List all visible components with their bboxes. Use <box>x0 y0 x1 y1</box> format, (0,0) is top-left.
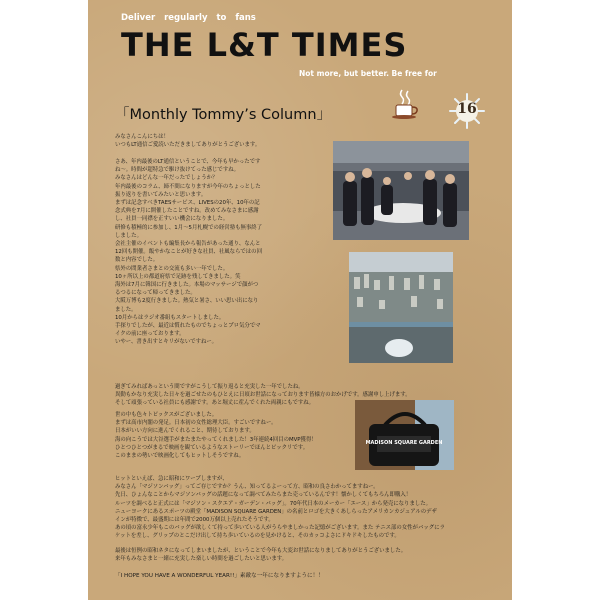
newsletter-page <box>88 0 512 600</box>
closing-paragraph: 最後は恒例の昭和ネタになってしまいましたが、ということで今年も大変お世話になりましてありがとうございました。 来年もみなさまと一緒に充実した楽しい時間を過ごしたいと思います。 <box>115 548 407 563</box>
column-title: 「Monthly Tommy’s Column」 <box>115 107 332 123</box>
header-tagline: Not more, but better. Be free for <box>299 69 437 78</box>
bag-label: MADISON SQUARE GARDEN <box>365 440 443 446</box>
city-photo <box>349 252 453 363</box>
topics-paragraph: 世の中も色々トピックスがございました。 まずは高市内閣の発足。日本初の女性総理大臣。すごいですねー。 日本がいい方向に進んでくれること、期待しております。 海の向こうでは大谷選手がまたまたやってくれました！3年連続4回目のMVP獲得！ ひとつひとつがまるで映画を観ているようなストーリーでほんとビックリです。 このままの勢いで映画化してもヒットしそうですね。 <box>115 412 317 460</box>
header-kicker: Deliver regularly to fans <box>121 13 256 23</box>
intro-paragraph: みなさんこんにちは！ いつもLT通信ご愛読いただきましてありがとうございます。 <box>115 134 261 149</box>
year-review-paragraph: さあ、年内最後のLT通信ということで、今年も早かったです ね～。時間が超特急で駆け抜けてった感じですね。 みなさんはどんな一年だったでしょうか？ 年内最後のコラム、締不間になりますが今年のちょっとした 振り返りを書いてみたいと思います。 まずは記念すべきTAESサービス、LIVESの20年、10年の記 念式典を7月に開催したことですね。改めてみなさまに感謝 し、社員一同襟を正すいい機会になりました。 研修も積極的に参加し、1月～5月札幌での経営塾も無事終了 しました。 会社主催のイベントも編集長から報告があった通り、なんと 12回も開催。飯やかなことが好きな社員、社風ならではの回 数と内容でした。 県外の問業者さまとの交流も多い一年でした。 10ヶ所以上の都道府県で足跡を残してきました。笑 海外は7月に韓国に行きました。本場のマッサージで顔がつ るつるになって帰ってきました。 大阪万博も2度行きました。熱気と暑さ、いい思い出になり ました。 10月からはラジオ番組もスタートしました。 手探りでしたが、最近は慣れたものでちょっとプロ気分でマ イクの前に座っております。 いやー、書き出すとキリがないですねー。 <box>115 159 263 346</box>
issue-number: 16 <box>457 101 477 117</box>
madison-bag-paragraph: ヒットといえば、急に昭和にワープしますが、 みなさん「マジソンバッグ」ってご存じですか？うん、知ってるよーって方、昭和の良さわかってますねー。 先日、ひょんなことからマジソンバッグの話題になって調べてみたらまた売っているんです！懐かしくてもちろん即購入！ ルーツを調べると正式には「マジソン・スクエア・ガーデン・バッグ」。70年代日本のメーカー「エース」から発売になりました。 ニューヨークにあるスポーツの殿堂「MADISON SQUARE GARDEN」の名前とロゴを大きくあしらったアメリカンカジュアルのデザ インが特徴で、最盛期には年間で2000万個以上売れたそうです。 あの頃の富永少年もこのバッグが欲しくて持って歩いている人がうらやましかった記憶がございます。また テニス部の女性がバッグにラ ケットを差し、グリップのとこだけ出して持ち歩いているのを見かけると、そのカッコよさにドキドキしたものです。 <box>115 476 445 540</box>
masthead-title: THE L&T TIMES <box>121 26 408 64</box>
reflection-paragraph: 過ぎてみればあっという間ですがこうして振り返ると充実した一年でしたね。 異動もかなり充実した日々を過ごせたのもひとえに日頃お世話になっております皆様方のおかげです。感謝申し上げます。 そして頑張っている社員にも感謝です。あと堀丈に産んでくれた両親にもですね。 <box>115 384 411 407</box>
party-photo <box>333 141 469 240</box>
bag-photo <box>355 400 454 470</box>
closing-message: 「I HOPE YOU HAVE A WONDERFUL YEAR!!」素敵な一年になりますように！！ <box>115 573 324 579</box>
coffee-cup-icon <box>390 88 420 120</box>
